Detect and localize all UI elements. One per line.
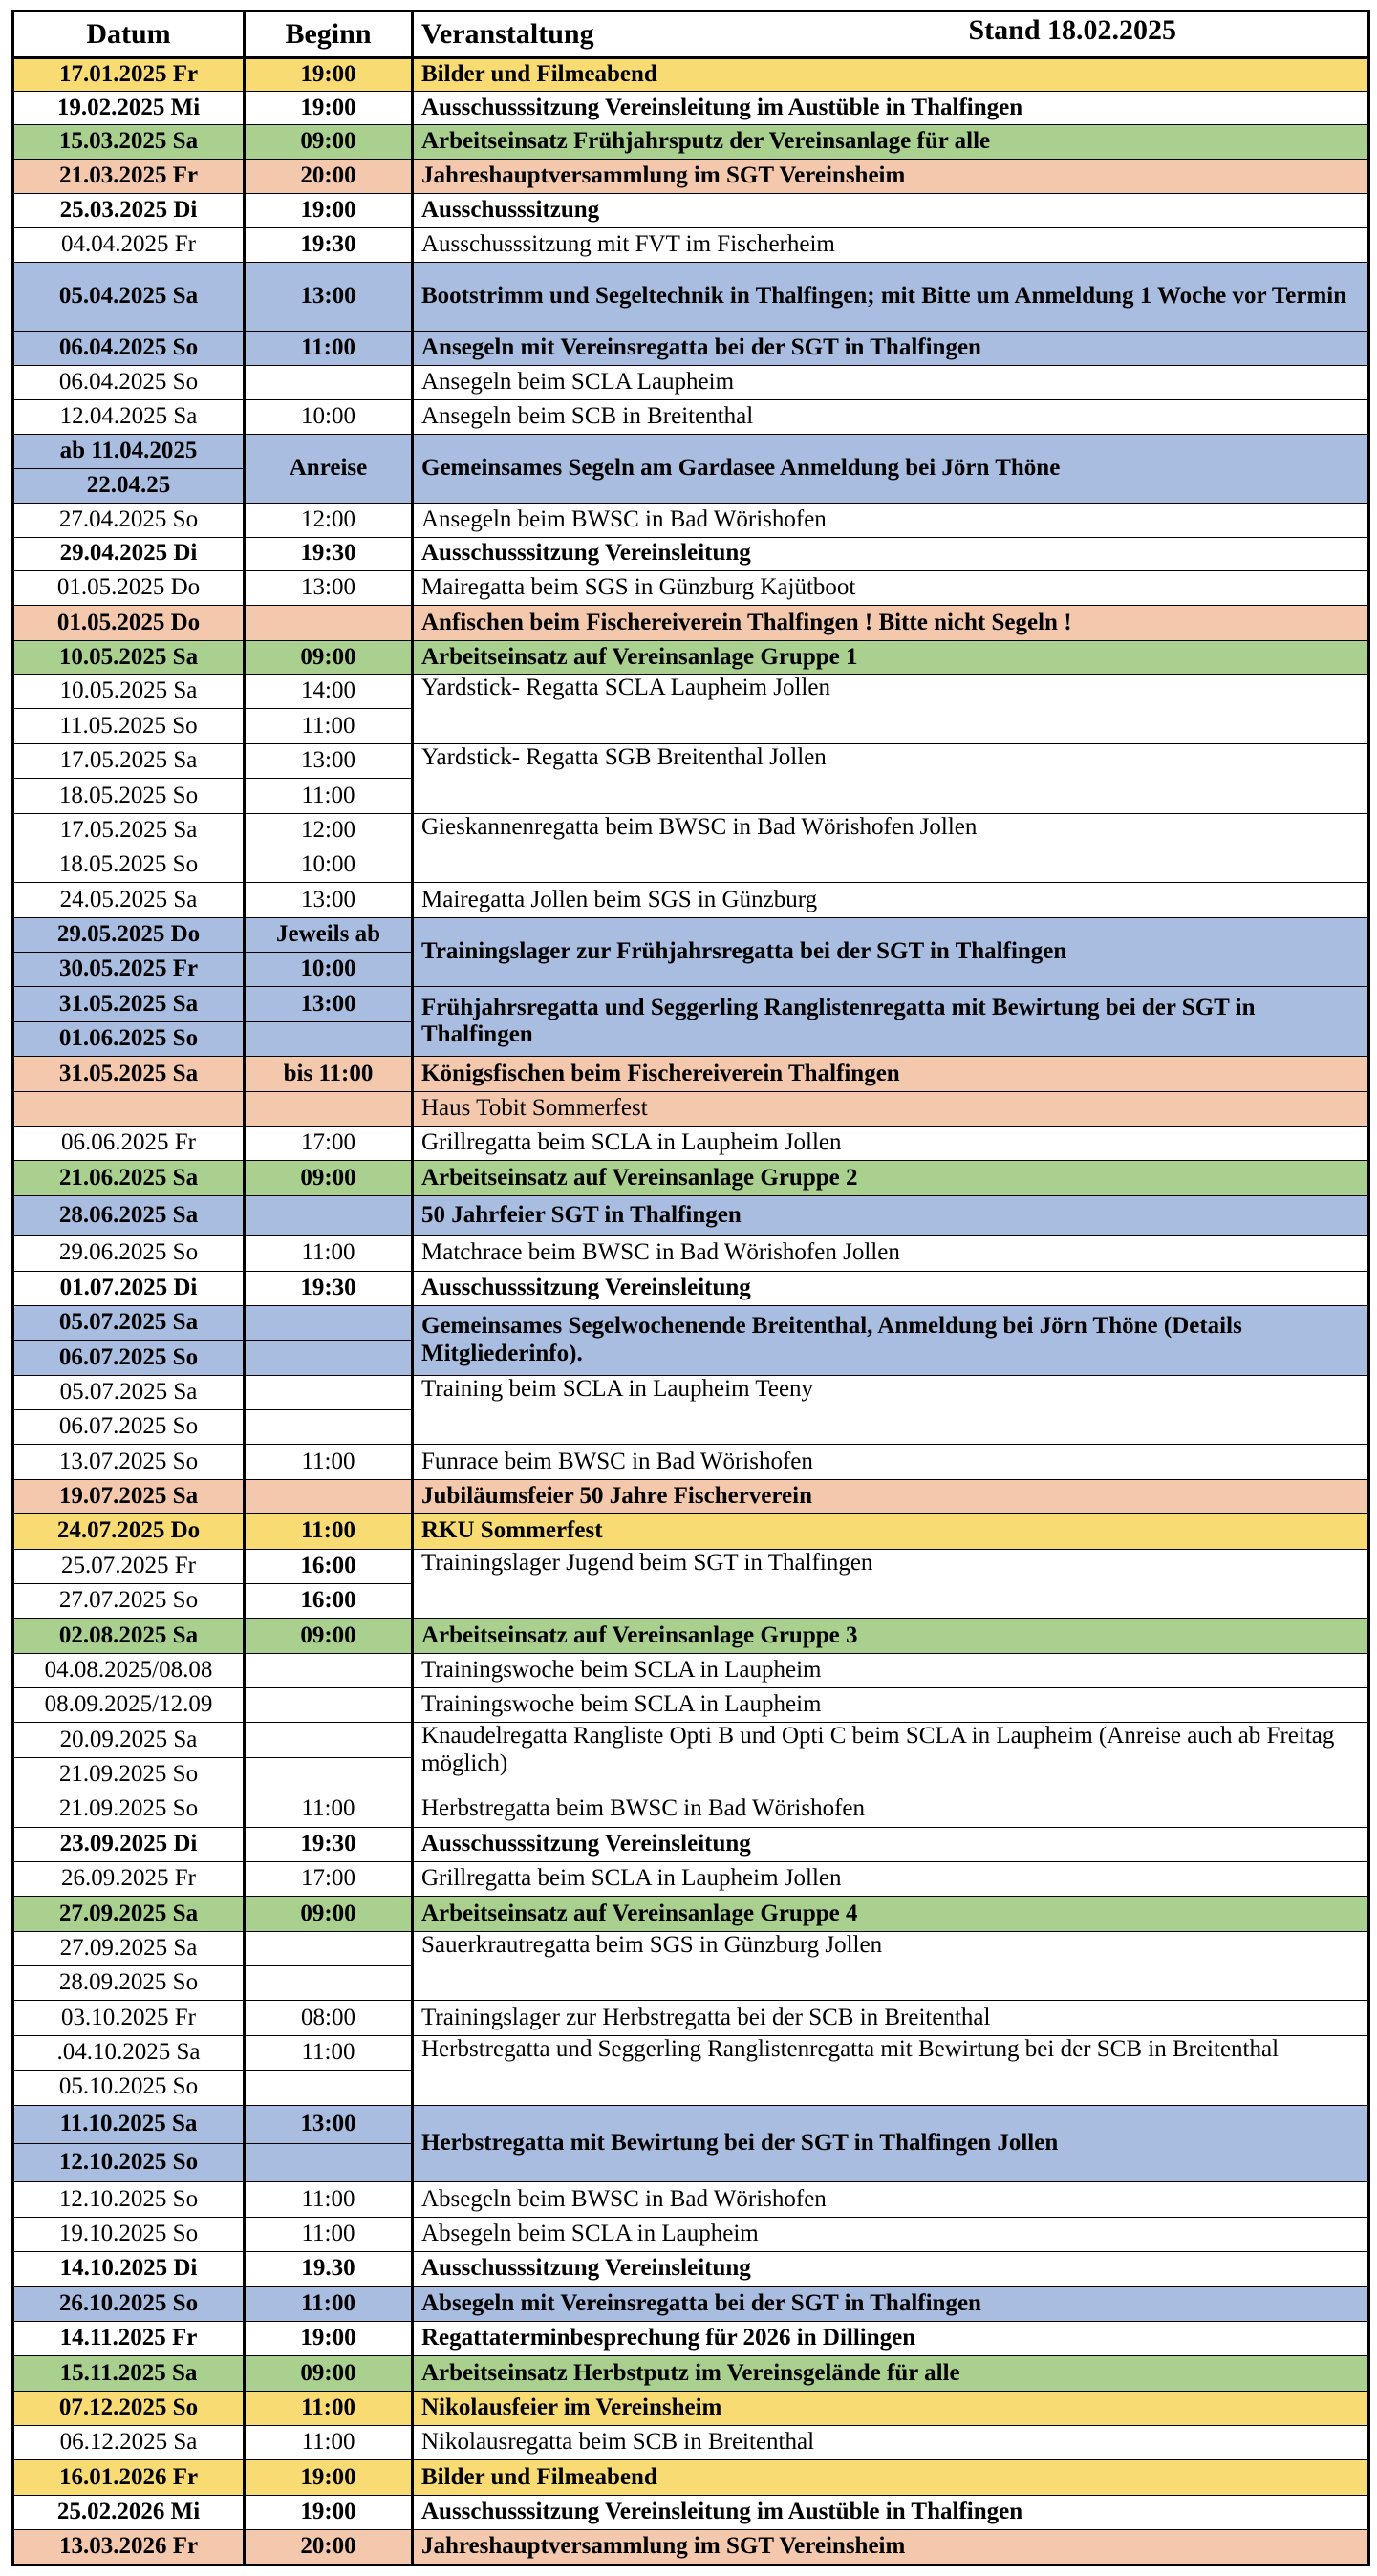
row-event: Yardstick- Regatta SCLA Laupheim Jollen (413, 675, 1369, 744)
row-event: Gemeinsames Segeln am Gardasee Anmeldung bei Jörn Thöne (413, 434, 1369, 504)
row-time (245, 2071, 413, 2105)
table-row (13, 1514, 1369, 1549)
header-date: Datum (13, 11, 245, 58)
row-event: Arbeitseinsatz auf Vereinsanlage Gruppe 3 (413, 1619, 1369, 1653)
row-date: 23.09.2025 Di (13, 1827, 245, 1861)
row-time: 13:00 (245, 883, 413, 917)
row-time: 20:00 (245, 2530, 413, 2565)
row-date: 21.03.2025 Fr (13, 159, 245, 193)
row-date: 03.10.2025 Fr (13, 2001, 245, 2035)
row-event: Trainingslager zur Herbstregatta bei der SCB in Breitenthal (413, 2001, 1369, 2035)
row-time: Jeweils ab (245, 917, 413, 952)
table-row (13, 1897, 1369, 1931)
row-time: 11:00 (245, 2426, 413, 2460)
row-time: 11:00 (245, 709, 413, 743)
row-date: 20.09.2025 Sa (13, 1723, 245, 1757)
row-event: Funrace beim BWSC in Bad Wörishofen (413, 1445, 1369, 1479)
table-row (13, 91, 1369, 124)
row-date: 31.05.2025 Sa (13, 1057, 245, 1091)
row-time: 11:00 (245, 1445, 413, 1479)
row-date: 06.04.2025 So (13, 332, 245, 365)
row-event: Arbeitseinsatz auf Vereinsanlage Gruppe 2 (413, 1161, 1369, 1195)
row-time: 19:00 (245, 91, 413, 124)
row-date: 13.07.2025 So (13, 1445, 245, 1479)
row-time: 19:00 (245, 2321, 413, 2355)
row-date: 06.04.2025 So (13, 365, 245, 399)
row-time (245, 1305, 413, 1340)
row-date: 15.11.2025 Sa (13, 2356, 245, 2391)
row-date: ab 11.04.2025 (13, 434, 245, 468)
row-time: 19:30 (245, 537, 413, 570)
row-event: Trainingslager Jugend beim SGT in Thalfingen (413, 1549, 1369, 1619)
table-row (13, 1445, 1369, 1479)
table-row (13, 743, 1369, 778)
row-time (245, 2143, 413, 2181)
row-date: 14.11.2025 Fr (13, 2321, 245, 2355)
table-row (13, 1549, 1369, 1583)
row-date: 01.07.2025 Di (13, 1271, 245, 1305)
row-time (245, 1653, 413, 1687)
row-date: 12.10.2025 So (13, 2143, 245, 2181)
row-time: 09:00 (245, 1897, 413, 1931)
row-time: 12:00 (245, 813, 413, 848)
table-row (13, 125, 1369, 159)
table-row (13, 262, 1369, 332)
row-event: Regattaterminbesprechung für 2026 in Dillingen (413, 2321, 1369, 2355)
row-event: Ansegeln mit Vereinsregatta bei der SGT in Thalfingen (413, 332, 1369, 365)
row-date: 05.07.2025 Sa (13, 1305, 245, 1340)
table-row (13, 57, 1369, 91)
table-row (13, 400, 1369, 434)
table-row (13, 193, 1369, 227)
row-time (245, 1723, 413, 1757)
row-time: 14:00 (245, 675, 413, 709)
row-date: 11.10.2025 Sa (13, 2105, 245, 2143)
header-event (413, 11, 1369, 58)
row-event: Gemeinsames Segelwochenende Breitenthal, Anmeldung bei Jörn Thöne (Details Mitgliederinfo). (413, 1305, 1369, 1375)
table-row (13, 606, 1369, 640)
row-date: .04.10.2025 Sa (13, 2035, 245, 2070)
header-row (13, 11, 1369, 58)
row-time: 19:30 (245, 1827, 413, 1861)
row-event: Arbeitseinsatz auf Vereinsanlage Gruppe 4 (413, 1897, 1369, 1931)
table-row (13, 1861, 1369, 1896)
table-row (13, 2321, 1369, 2355)
table-row (13, 1161, 1369, 1195)
row-event: Bilder und Filmeabend (413, 2460, 1369, 2495)
row-time (245, 1341, 413, 1375)
row-date: 15.03.2025 Sa (13, 125, 245, 159)
row-event: Ansegeln beim SCB in Breitenthal (413, 400, 1369, 434)
row-date: 29.05.2025 Do (13, 917, 245, 952)
row-event: Jahreshauptversammlung im SGT Vereinsheim (413, 159, 1369, 193)
row-date: 25.03.2025 Di (13, 193, 245, 227)
row-date: 16.01.2026 Fr (13, 2460, 245, 2495)
table-row (13, 2182, 1369, 2217)
row-event: Yardstick- Regatta SGB Breitenthal Jollen (413, 743, 1369, 813)
row-event: Frühjahrsregatta und Seggerling Ranglistenregatta mit Bewirtung bei der SGT in Thalfingen (413, 987, 1369, 1057)
row-time: 16:00 (245, 1583, 413, 1618)
row-date: 27.07.2025 So (13, 1583, 245, 1618)
row-event: Herbstregatta mit Bewirtung bei der SGT in Thalfingen Jollen (413, 2105, 1369, 2182)
table-row (13, 2426, 1369, 2460)
table-row (13, 1375, 1369, 1409)
row-time (245, 1021, 413, 1056)
row-time: 10:00 (245, 848, 413, 882)
row-date: 06.12.2025 Sa (13, 2426, 245, 2460)
row-time (245, 1479, 413, 1513)
table-row (13, 1236, 1369, 1271)
row-time: 11:00 (245, 2217, 413, 2251)
row-date: 05.07.2025 Sa (13, 1375, 245, 1409)
row-event: Herbstregatta und Seggerling Ranglistenregatta mit Bewirtung bei der SCB in Breitenthal (413, 2035, 1369, 2105)
table-row (13, 1723, 1369, 1757)
table-row (13, 2460, 1369, 2495)
row-event: Ausschusssitzung mit FVT im Fischerheim (413, 228, 1369, 262)
table-row (13, 1479, 1369, 1513)
row-time (245, 1410, 413, 1445)
row-date: 08.09.2025/12.09 (13, 1688, 245, 1723)
row-date: 04.04.2025 Fr (13, 228, 245, 262)
row-event: Absegeln beim BWSC in Bad Wörishofen (413, 2182, 1369, 2217)
header-start: Beginn (245, 11, 413, 58)
row-date: 27.09.2025 Sa (13, 1931, 245, 1965)
table-row (13, 1091, 1369, 1126)
table-row (13, 2530, 1369, 2565)
row-date: 21.06.2025 Sa (13, 1161, 245, 1195)
row-time: 11:00 (245, 1236, 413, 1271)
row-date: 18.05.2025 So (13, 779, 245, 813)
row-time: 09:00 (245, 2356, 413, 2391)
row-event: Ansegeln beim SCLA Laupheim (413, 365, 1369, 399)
row-time (245, 1091, 413, 1126)
row-date: 17.05.2025 Sa (13, 813, 245, 848)
row-time (245, 1375, 413, 1409)
row-time (245, 1966, 413, 2001)
table-row (13, 2495, 1369, 2529)
row-date: 12.10.2025 So (13, 2182, 245, 2217)
row-time: 11:00 (245, 1792, 413, 1827)
table-row (13, 675, 1369, 709)
row-time: 08:00 (245, 2001, 413, 2035)
row-date: 01.05.2025 Do (13, 606, 245, 640)
row-date: 01.05.2025 Do (13, 571, 245, 606)
table-row (13, 159, 1369, 193)
table-row (13, 2252, 1369, 2286)
row-date: 28.06.2025 Sa (13, 1195, 245, 1235)
row-event: Knaudelregatta Rangliste Opti B und Opti C beim SCLA in Laupheim (Anreise auch ab Freitag möglich) (413, 1723, 1369, 1792)
row-time: 19:00 (245, 2495, 413, 2529)
row-event: 50 Jahrfeier SGT in Thalfingen (413, 1195, 1369, 1235)
row-event: Herbstregatta beim BWSC in Bad Wörishofen (413, 1792, 1369, 1827)
row-time: 17:00 (245, 1861, 413, 1896)
row-date: 01.06.2025 So (13, 1021, 245, 1056)
row-time: 09:00 (245, 125, 413, 159)
row-time (245, 1757, 413, 1792)
row-event: Bootstrimm und Segeltechnik in Thalfingen; mit Bitte um Anmeldung 1 Woche vor Termin (413, 262, 1369, 332)
table-row (13, 365, 1369, 399)
row-event: Arbeitseinsatz Frühjahrsputz der Vereinsanlage für alle (413, 125, 1369, 159)
row-event: RKU Sommerfest (413, 1514, 1369, 1549)
row-date: 28.09.2025 So (13, 1966, 245, 2001)
table-row (13, 1305, 1369, 1340)
table-row (13, 883, 1369, 917)
row-event: Ausschusssitzung (413, 193, 1369, 227)
row-event: Ausschusssitzung Vereinsleitung (413, 1827, 1369, 1861)
table-row (13, 2001, 1369, 2035)
table-row (13, 2356, 1369, 2391)
table-row (13, 571, 1369, 606)
row-date: 25.02.2026 Mi (13, 2495, 245, 2529)
row-time: 11:00 (245, 2035, 413, 2070)
row-time: Anreise (245, 434, 413, 504)
row-event: Arbeitseinsatz auf Vereinsanlage Gruppe 1 (413, 640, 1369, 674)
row-date: 26.09.2025 Fr (13, 1861, 245, 1896)
row-date: 27.09.2025 Sa (13, 1897, 245, 1931)
row-date: 14.10.2025 Di (13, 2252, 245, 2286)
row-time: 13:00 (245, 262, 413, 332)
row-time: 16:00 (245, 1549, 413, 1583)
row-time: 10:00 (245, 953, 413, 987)
row-event: Ausschusssitzung Vereinsleitung (413, 2252, 1369, 2286)
row-date: 24.07.2025 Do (13, 1514, 245, 1549)
row-event: Trainingslager zur Frühjahrsregatta bei der SGT in Thalfingen (413, 917, 1369, 987)
row-time: 17:00 (245, 1126, 413, 1160)
row-date: 04.08.2025/08.08 (13, 1653, 245, 1687)
row-time (245, 1195, 413, 1235)
row-date: 26.10.2025 So (13, 2286, 245, 2321)
table-row (13, 1792, 1369, 1827)
row-date: 02.08.2025 Sa (13, 1619, 245, 1653)
row-event: Jubiläumsfeier 50 Jahre Fischerverein (413, 1479, 1369, 1513)
row-date: 17.05.2025 Sa (13, 743, 245, 778)
row-time: 19.30 (245, 2252, 413, 2286)
row-time: 11:00 (245, 332, 413, 365)
row-time: 19:30 (245, 1271, 413, 1305)
row-event: Matchrace beim BWSC in Bad Wörishofen Jollen (413, 1236, 1369, 1271)
row-date: 19.07.2025 Sa (13, 1479, 245, 1513)
row-time (245, 1688, 413, 1723)
row-time: 10:00 (245, 400, 413, 434)
row-event: Absegeln mit Vereinsregatta bei der SGT in Thalfingen (413, 2286, 1369, 2321)
row-event: Ausschusssitzung Vereinsleitung im Austüble in Thalfingen (413, 2495, 1369, 2529)
row-date: 29.04.2025 Di (13, 537, 245, 570)
table-row (13, 813, 1369, 848)
row-event: Trainingswoche beim SCLA in Laupheim (413, 1653, 1369, 1687)
row-time: 09:00 (245, 640, 413, 674)
row-date: 06.07.2025 So (13, 1341, 245, 1375)
table-row (13, 2035, 1369, 2070)
row-date (13, 1091, 245, 1126)
table-row (13, 504, 1369, 537)
row-date: 13.03.2026 Fr (13, 2530, 245, 2565)
row-date: 11.05.2025 So (13, 709, 245, 743)
table-row (13, 987, 1369, 1021)
row-time: 13:00 (245, 2105, 413, 2143)
row-date: 18.05.2025 So (13, 848, 245, 882)
row-event: Grillregatta beim SCLA in Laupheim Jollen (413, 1861, 1369, 1896)
row-time: bis 11:00 (245, 1057, 413, 1091)
row-time (245, 606, 413, 640)
row-date: 06.06.2025 Fr (13, 1126, 245, 1160)
row-date: 21.09.2025 So (13, 1792, 245, 1827)
row-date: 22.04.25 (13, 468, 245, 503)
row-date: 07.12.2025 So (13, 2391, 245, 2425)
row-date: 05.10.2025 So (13, 2071, 245, 2105)
row-event: Ausschusssitzung Vereinsleitung im Austüble in Thalfingen (413, 91, 1369, 124)
table-row (13, 434, 1369, 468)
row-time: 11:00 (245, 1514, 413, 1549)
row-time: 13:00 (245, 571, 413, 606)
row-time: 12:00 (245, 504, 413, 537)
row-time: 20:00 (245, 159, 413, 193)
row-date: 29.06.2025 So (13, 1236, 245, 1271)
table-row (13, 2286, 1369, 2321)
table-row (13, 1195, 1369, 1235)
row-date: 17.01.2025 Fr (13, 57, 245, 91)
table-row (13, 1688, 1369, 1723)
row-event: Ansegeln beim BWSC in Bad Wörishofen (413, 504, 1369, 537)
table-row (13, 2391, 1369, 2425)
table-row (13, 2105, 1369, 2143)
row-date: 25.07.2025 Fr (13, 1549, 245, 1583)
row-time: 11:00 (245, 779, 413, 813)
row-event: Absegeln beim SCLA in Laupheim (413, 2217, 1369, 2251)
row-event: Grillregatta beim SCLA in Laupheim Jollen (413, 1126, 1369, 1160)
row-event: Haus Tobit Sommerfest (413, 1091, 1369, 1126)
table-row (13, 640, 1369, 674)
row-time: 11:00 (245, 2182, 413, 2217)
row-time: 19:30 (245, 228, 413, 262)
row-event: Nikolausregatta beim SCB in Breitenthal (413, 2426, 1369, 2460)
table-row (13, 1057, 1369, 1091)
table-row (13, 1619, 1369, 1653)
row-time: 19:00 (245, 193, 413, 227)
row-event: Nikolausfeier im Vereinsheim (413, 2391, 1369, 2425)
row-event: Bilder und Filmeabend (413, 57, 1369, 91)
row-date: 12.04.2025 Sa (13, 400, 245, 434)
row-date: 10.05.2025 Sa (13, 640, 245, 674)
row-date: 30.05.2025 Fr (13, 953, 245, 987)
row-event: Ausschusssitzung Vereinsleitung (413, 1271, 1369, 1305)
row-date: 10.05.2025 Sa (13, 675, 245, 709)
table-row (13, 537, 1369, 570)
table-row (13, 2217, 1369, 2251)
row-date: 24.05.2025 Sa (13, 883, 245, 917)
table-row (13, 1271, 1369, 1305)
row-time: 11:00 (245, 2391, 413, 2425)
table-row (13, 1653, 1369, 1687)
row-date: 19.10.2025 So (13, 2217, 245, 2251)
row-date: 06.07.2025 So (13, 1410, 245, 1445)
stand-date: Stand 18.02.2025 (968, 14, 1176, 46)
row-time (245, 1931, 413, 1965)
row-date: 05.04.2025 Sa (13, 262, 245, 332)
table-row (13, 332, 1369, 365)
row-event: Mairegatta Jollen beim SGS in Günzburg (413, 883, 1369, 917)
row-time: 19:00 (245, 57, 413, 91)
row-time: 13:00 (245, 743, 413, 778)
row-time: 11:00 (245, 2286, 413, 2321)
table-row (13, 228, 1369, 262)
row-time: 09:00 (245, 1161, 413, 1195)
row-date: 31.05.2025 Sa (13, 987, 245, 1021)
row-event: Anfischen beim Fischereiverein Thalfingen ! Bitte nicht Segeln ! (413, 606, 1369, 640)
row-event: Sauerkrautregatta beim SGS in Günzburg Jollen (413, 1931, 1369, 2001)
row-event: Training beim SCLA in Laupheim Teeny (413, 1375, 1369, 1445)
row-event: Königsfischen beim Fischereiverein Thalfingen (413, 1057, 1369, 1091)
row-time: 13:00 (245, 987, 413, 1021)
row-event: Ausschusssitzung Vereinsleitung (413, 537, 1369, 570)
row-date: 27.04.2025 So (13, 504, 245, 537)
row-event: Gieskannenregatta beim BWSC in Bad Wörishofen Jollen (413, 813, 1369, 883)
row-date: 19.02.2025 Mi (13, 91, 245, 124)
row-time (245, 365, 413, 399)
table-row (13, 1931, 1369, 1965)
header-event-label: Veranstaltung (421, 17, 594, 50)
row-event: Arbeitseinsatz Herbstputz im Vereinsgelände für alle (413, 2356, 1369, 2391)
row-time: 19:00 (245, 2460, 413, 2495)
table-row (13, 917, 1369, 952)
row-time: 09:00 (245, 1619, 413, 1653)
row-event: Trainingswoche beim SCLA in Laupheim (413, 1688, 1369, 1723)
row-event: Jahreshauptversammlung im SGT Vereinsheim (413, 2530, 1369, 2565)
table-row (13, 1126, 1369, 1160)
row-event: Mairegatta beim SGS in Günzburg Kajütboot (413, 571, 1369, 606)
row-date: 21.09.2025 So (13, 1757, 245, 1792)
schedule-table (11, 10, 1370, 2566)
table-row (13, 1827, 1369, 1861)
